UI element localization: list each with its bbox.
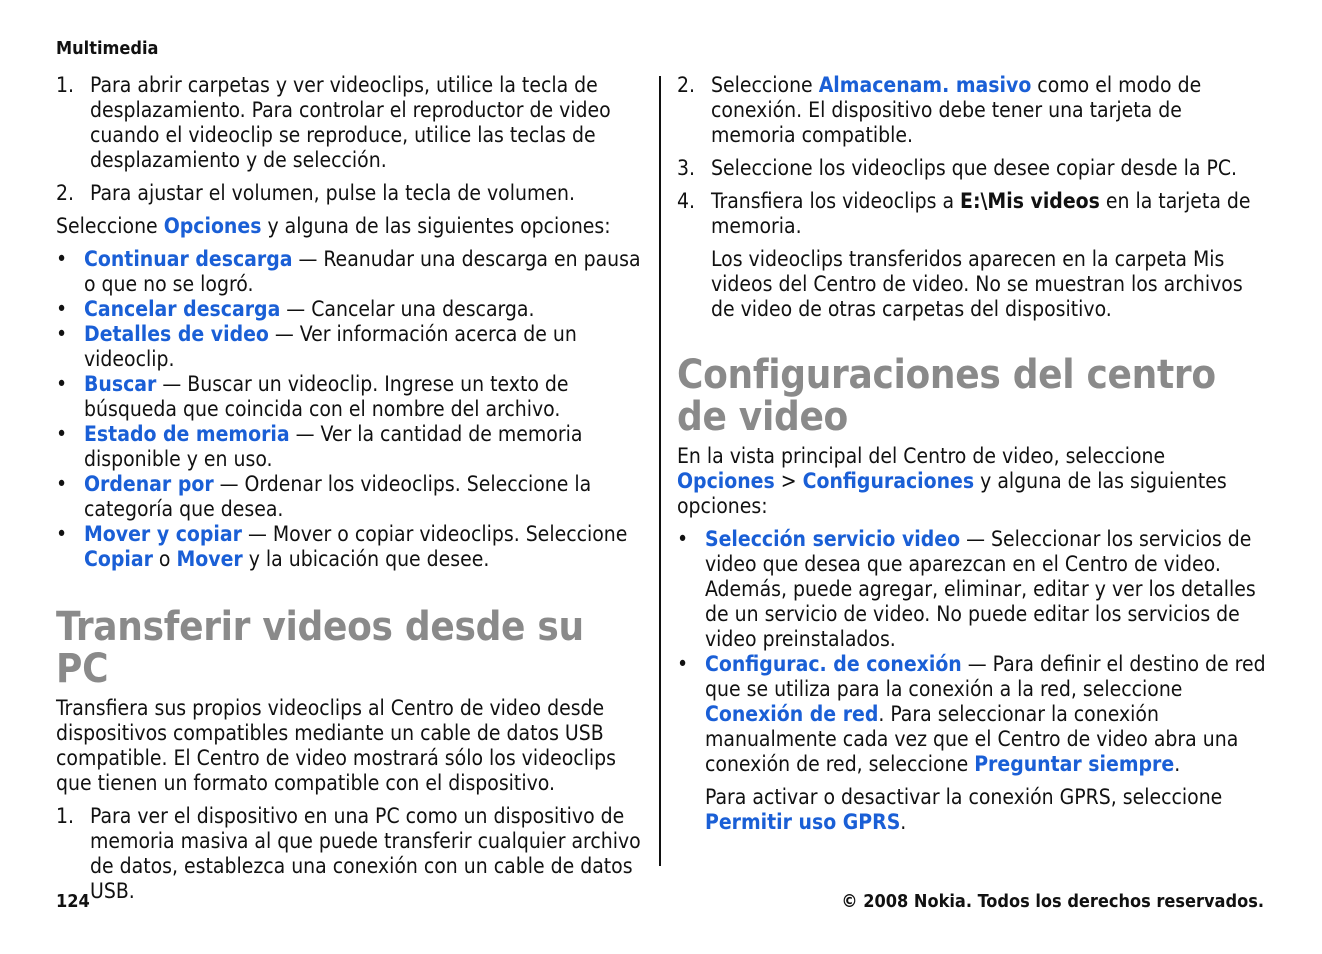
option-term[interactable]: Mover y copiar (84, 522, 242, 546)
list-item: • Continuar descarga — Reanudar una descarga en pausa o que no se logró. (56, 247, 641, 296)
select-intro: Seleccione Opciones y alguna de las siguientes opciones: (56, 214, 611, 238)
copyright: © 2008 Nokia. Todos los derechos reservados. (841, 891, 1264, 912)
preguntar-siempre-link[interactable]: Preguntar siempre (974, 752, 1175, 776)
section-header: Multimedia (56, 38, 159, 59)
transfer-intro: Transfiera sus propios videoclips al Centro de video desde dispositivos compatibles mediante un cable de datos USB compatible. El Centro de video mostrará sólo los videoclips que tienen un formato compatible con el dispositivo. (56, 696, 616, 795)
option-term[interactable]: Selección servicio video (705, 527, 961, 551)
option-term[interactable]: Continuar descarga (84, 247, 293, 271)
config-heading: Configuraciones del centro de video (677, 352, 1216, 440)
permitir-gprs-link[interactable]: Permitir uso GPRS (705, 810, 901, 834)
option-term[interactable]: Ordenar por (84, 472, 214, 496)
list-item: • Cancelar descarga — Cancelar una descarga. (56, 297, 535, 321)
column-divider (659, 76, 661, 866)
list-item: • Mover y copiar — Mover o copiar videoclips. Seleccione Copiar o Mover y la ubicación que desee. (56, 522, 628, 571)
mover-link[interactable]: Mover (176, 547, 243, 571)
option-term[interactable]: Cancelar descarga (84, 297, 281, 321)
option-term[interactable]: Buscar (84, 372, 157, 396)
list-item: • Ordenar por — Ordenar los videoclips. Seleccione la categoría que desea. (56, 472, 592, 521)
folder-path: E:\Mis videos (960, 189, 1100, 213)
opciones-link[interactable]: Opciones (163, 214, 262, 238)
step-item: 4. Transfiera los videoclips a E:\Mis videos en la tarjeta de memoria. (677, 189, 1251, 238)
option-term[interactable]: Detalles de video (84, 322, 269, 346)
step-item: 2. Seleccione Almacenam. masivo como el modo de conexión. El dispositivo debe tener una tarjeta de memoria compatible. (677, 73, 1202, 147)
opciones-link[interactable]: Opciones (677, 469, 775, 493)
configuraciones-link[interactable]: Configuraciones (802, 469, 975, 493)
option-term[interactable]: Configurac. de conexión (705, 652, 962, 676)
almacenam-masivo-link[interactable]: Almacenam. masivo (818, 73, 1032, 97)
list-item: • Configurac. de conexión — Para definir el destino de red que se utiliza para la conexión a la red, seleccione Conexión de red. Para seleccionar la conexión manualmente cada vez que el Centro de video abra una conexión de red, seleccione Preguntar siempre. (677, 652, 1266, 776)
step-item: 1. Para ver el dispositivo en una PC como un dispositivo de memoria masiva al que puede transferir cualquier archivo de datos, establezca una conexión con un cable de datos USB. (56, 804, 641, 903)
page-number: 124 (56, 891, 90, 912)
left-column (56, 73, 646, 912)
step-item: 3. Seleccione los videoclips que desee copiar desde la PC. (677, 156, 1238, 180)
config-intro: En la vista principal del Centro de video, seleccione Opciones > Configuraciones y alguna de las siguientes opciones: (677, 444, 1227, 518)
step-item: 1. Para abrir carpetas y ver videoclips, utilice la tecla de desplazamiento. Para controlar el reproductor de video cuando el videoclip se reproduce, utilice las teclas de desplazamiento y de selección. (56, 73, 611, 172)
copiar-link[interactable]: Copiar (84, 547, 153, 571)
list-item: • Selección servicio video — Seleccionar los servicios de video que desea que aparezcan en el Centro de video. Además, puede agregar, eliminar, editar y ver los detalles de un servicio de video. No puede editar los servicios de video preinstalados. (677, 527, 1256, 651)
transfer-heading: Transferir videos desde su PC (56, 604, 584, 692)
conexion-de-red-link[interactable]: Conexión de red (705, 702, 879, 726)
right-column (677, 73, 1267, 835)
list-item: • Buscar — Buscar un videoclip. Ingrese un texto de búsqueda que coincida con el nombre del archivo. (56, 372, 569, 421)
list-item: • Estado de memoria — Ver la cantidad de memoria disponible y en uso. (56, 422, 583, 471)
option-term[interactable]: Estado de memoria (84, 422, 290, 446)
gprs-note: Para activar o desactivar la conexión GPRS, seleccione Permitir uso GPRS. (705, 785, 1223, 834)
options-list (56, 247, 646, 572)
list-item: • Detalles de video — Ver información acerca de un videoclip. (56, 322, 577, 371)
step4-note: Los videoclips transferidos aparecen en la carpeta Mis videos del Centro de video. No se muestran los archivos de video de otras carpetas del dispositivo. (711, 247, 1243, 321)
config-options-list (677, 527, 1267, 777)
step-item: 2. Para ajustar el volumen, pulse la tecla de volumen. (56, 181, 575, 205)
